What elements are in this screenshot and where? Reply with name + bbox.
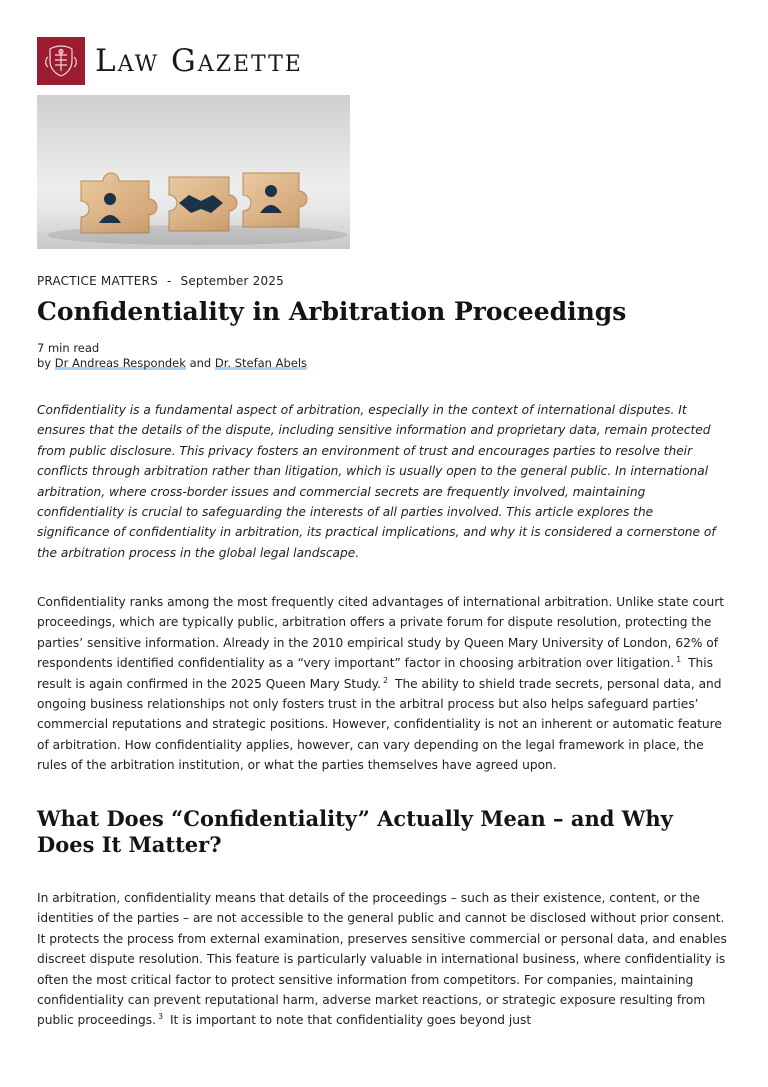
footnote-ref[interactable]: 2 <box>383 675 389 685</box>
paragraph-text: In arbitration, confidentiality means that details of the proceedings – such as their existence, content, or the identities of the parties – are not accessible to the general public and cannot be disclosed without prior consent. It protects the process from external examination, preserves sensitive commercial or personal data, and enables discreet dispute resolution. This feature is particularly valuable in international business, where confidentiality is often the most critical factor to protect sensitive information from competitors. For companies, maintaining confidentiality can prevent reputational harm, adverse market reactions, or strategic exposure resulting from public proceedings. <box>37 891 727 1028</box>
article-abstract: Confidentiality is a fundamental aspect of arbitration, especially in the context of international disputes. It ensures that the details of the dispute, including sensitive information and proprietary data, remain protected from public disclosure. This privacy fosters an environment of trust and encourages parties to resolve their conflicts through arbitration rather than litigation, which is usually open to the general public. In international arbitration, where cross-border issues and commercial secrets are frequently involved, maintaining confidentiality is crucial to safeguarding the interests of all parties involved. This article explores the significance of confidentiality in arbitration, its practical implications, and why it is considered a cornerstone of the arbitration process in the global legal landscape. <box>37 403 716 560</box>
footnote-ref[interactable]: 3 <box>157 1012 164 1022</box>
byline-prefix: by <box>37 356 52 370</box>
byline-joiner: and <box>189 356 212 370</box>
read-time: 7 min read <box>37 341 100 355</box>
author-link-abels[interactable]: Dr. Stefan Abels <box>214 356 308 370</box>
paragraph-text: The ability to shield trade secrets, personal data, and ongoing business relationships not only fosters trust in the arbitral process but also helps safeguard parties’ commercial reputations and strategic positions. However, confidentiality is not an inherent or automatic feature of arbitration. How confidentiality applies, however, can vary depending on the legal framework in place, the rules of the arbitration institution, or what the parties themselves have agreed upon. <box>37 676 722 773</box>
kicker-separator: - <box>166 274 172 288</box>
paragraph-text: This result is again confirmed in the 2025 Queen Mary Study. <box>37 656 714 691</box>
publish-date: September 2025 <box>180 274 284 288</box>
article-kicker <box>37 274 284 288</box>
byline <box>37 356 307 370</box>
paragraph-text: It is important to note that confidentiality goes beyond just <box>169 1013 532 1028</box>
author-link-respondek[interactable]: Dr Andreas Respondek <box>54 356 186 370</box>
section-label[interactable]: PRACTICE MATTERS <box>37 274 158 288</box>
brand-wordmark: Law Gazette <box>95 42 303 79</box>
article-title: Confidentiality in Arbitration Proceedings <box>37 297 627 326</box>
law-gazette-crest-logo <box>37 37 85 85</box>
body-paragraph <box>37 592 729 776</box>
footnote-ref[interactable]: 1 <box>676 655 682 665</box>
section-heading: What Does “Confidentiality” Actually Mean – and Why Does It Matter? <box>37 806 673 857</box>
paragraph-text: Confidentiality ranks among the most frequently cited advantages of international arbitration. Unlike state court proceedings, which are typically public, arbitration offers a private forum for dispute resolution, protecting the parties’ sensitive information. Already in the 2010 empirical study by Queen Mary University of London, 62% of respondents identified confidentiality as a “very important” factor in choosing arbitration over litigation. <box>37 595 725 671</box>
hero-image <box>37 95 350 249</box>
body-paragraph <box>37 888 729 1031</box>
masthead[interactable] <box>37 37 303 85</box>
